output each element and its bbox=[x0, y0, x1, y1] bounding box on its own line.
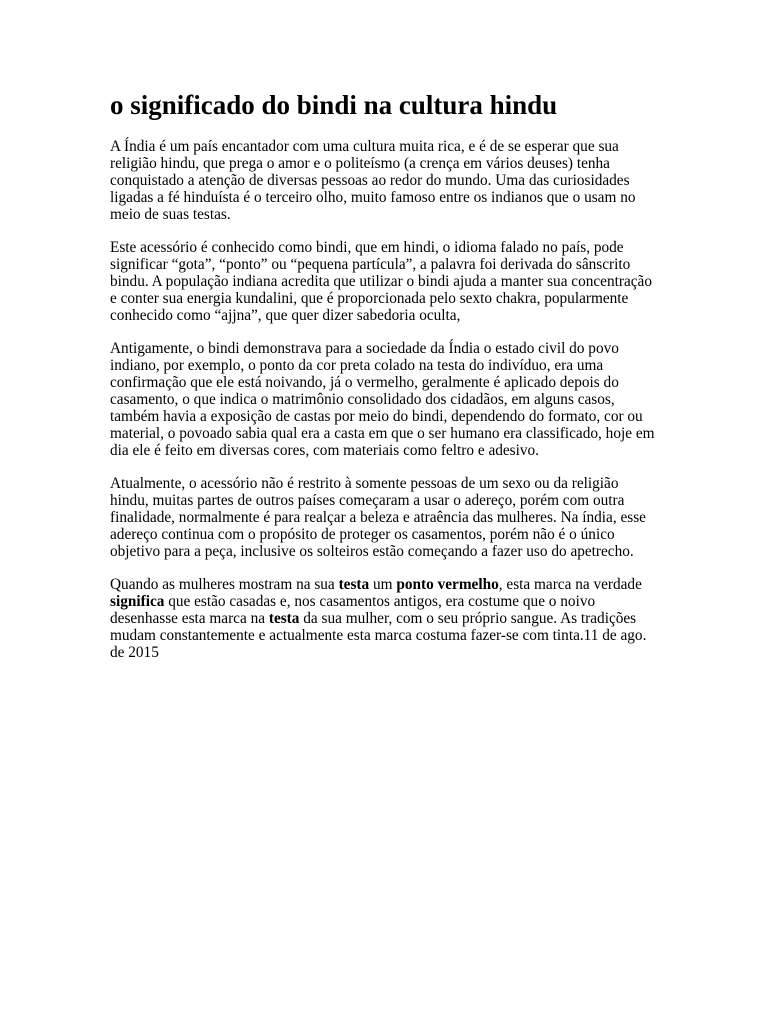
paragraph-3: Antigamente, o bindi demonstrava para a sociedade da Índia o estado civil do povo indiano, por exemplo, o ponto da cor preta colado na testa do indivíduo, era uma confirmação que ele está noivando, já o vermelho, geralmente é aplicado depois do casamento, o que indica o matrimônio consolidado dos cidadãos, em alguns casos, também havia a exposição de castas por meio do bindi, dependendo do formato, cor ou material, o povoado sabia qual era a casta em que o ser humano era classificado, hoje em dia ele é feito em diversas cores, com materiais como feltro e adesivo. bbox=[110, 340, 655, 459]
text-run: , esta marca na verdade bbox=[498, 576, 642, 593]
bold-run: significa bbox=[110, 593, 165, 610]
paragraph-1: A Índia é um país encantador com uma cultura muita rica, e é de se esperar que sua religião hindu, que prega o amor e o politeísmo (a crença em vários deuses) tenha conquistado a atenção de diversas pessoas ao redor do mundo. Uma das curiosidades ligadas a fé hinduísta é o terceiro olho, muito famoso entre os indianos que o usam no meio de suas testas. bbox=[110, 138, 636, 223]
bold-run: ponto vermelho bbox=[396, 576, 499, 593]
text-run: Quando as mulheres mostram na sua bbox=[110, 576, 339, 593]
document-title: o significado do bindi na cultura hindu bbox=[110, 90, 558, 120]
bold-run: testa bbox=[268, 610, 300, 627]
text-run: um bbox=[369, 576, 397, 593]
document-page bbox=[110, 86, 658, 677]
paragraph-5 bbox=[110, 576, 658, 661]
text-run: da sua mulher, com o seu próprio sangue. As tradições mudam constantemente e actualmente esta marca costuma fazer-se com tinta.11 de ago. de 2015 bbox=[110, 610, 647, 661]
paragraph-2: Este acessório é conhecido como bindi, que em hindi, o idioma falado no país, pode significar “gota”, “ponto” ou “pequena partícula”, a palavra foi derivada do sânscrito bindu. A população indiana acredita que utilizar o bindi ajuda a manter sua concentração e conter sua energia kundalini, que é proporcionada pelo sexto chakra, popularmente conhecido como “ajjna”, que quer dizer sabedoria oculta, bbox=[110, 239, 652, 324]
bold-run: testa bbox=[338, 576, 370, 593]
text-run: que estão casadas e, nos casamentos antigos, era costume que o noivo desenhasse esta marca na bbox=[110, 593, 596, 627]
paragraph-4: Atualmente, o acessório não é restrito à somente pessoas de um sexo ou da religião hindu, muitas partes de outros países começaram a usar o adereço, porém com outra finalidade, normalmente é para realçar a beleza e atraência das mulheres. Na índia, esse adereço continua com o propósito de proteger os casamentos, porém não é o único objetivo para a peça, inclusive os solteiros estão começando a fazer uso do apetrecho. bbox=[110, 475, 646, 560]
